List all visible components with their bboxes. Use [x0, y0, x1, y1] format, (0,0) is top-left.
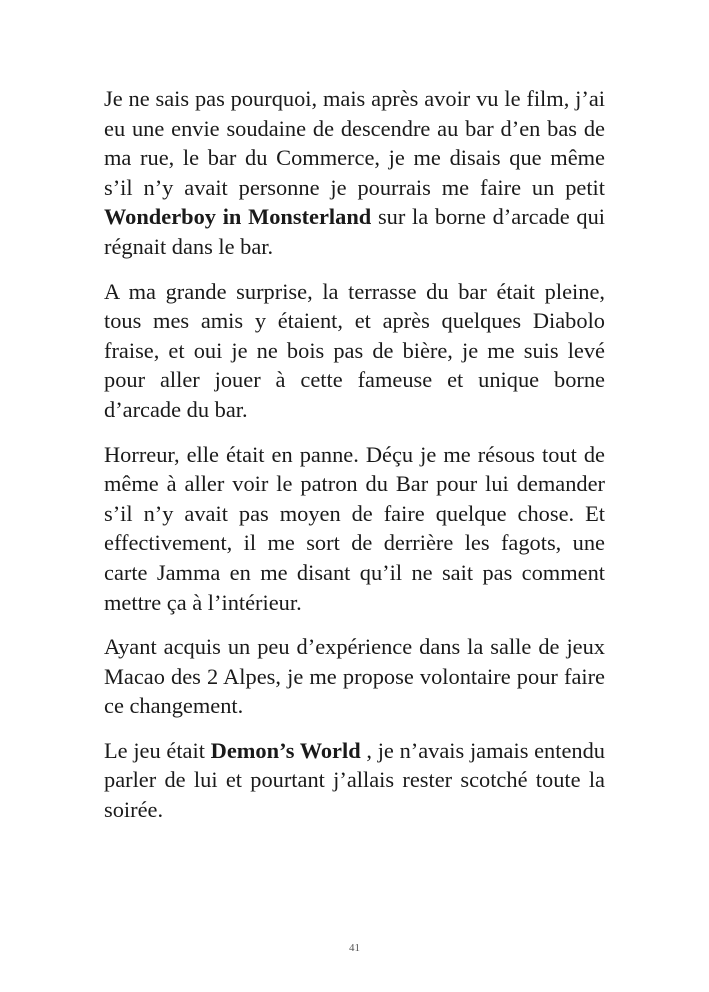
paragraph-1: [104, 84, 605, 262]
body-text: [104, 84, 605, 840]
game-title-wonderboy: Wonderboy in Monsterland: [104, 204, 372, 230]
game-title-demons-world: Demon’s World: [210, 737, 361, 763]
paragraph-1-text-start: Je ne sais pas pourquoi, mais après avoir vu le film, j’ai eu une envie soudaine de descendre au bar d’en bas de ma rue, le bar du Commerce, je me disais que même s’il n’y avait personne je pourrais me faire un petit: [104, 86, 605, 200]
paragraph-4: Ayant acquis un peu d’expérience dans la salle de jeux Macao des 2 Alpes, je me propose volontaire pour faire ce changement.: [104, 634, 605, 719]
paragraph-5-text-start: Le jeu était: [104, 737, 211, 763]
paragraph-5: [104, 736, 605, 825]
paragraph-1-text-end: sur la borne d’arcade qui régnait dans le bar.: [104, 204, 605, 259]
paragraph-3: Horreur, elle était en panne. Déçu je me résous tout de même à aller voir le patron du Bar pour lui demander s’il n’y avait pas moyen de faire quelque chose. Et effectivement, il me sort de derrière les fagots, une carte Jamma en me disant qu’il ne sait pas comment mettre ça à l’intérieur.: [104, 441, 605, 615]
page-number: 41: [349, 942, 360, 954]
paragraph-5-text-end: , je n’avais jamais entendu parler de lui et pourtant j’allais rester scotché toute la soirée.: [104, 737, 605, 823]
paragraph-2: A ma grande surprise, la terrasse du bar était pleine, tous mes amis y étaient, et après quelques Diabolo fraise, et oui je ne bois pas de bière, je me suis levé pour aller jouer à cette fameuse et unique borne d’arcade du bar.: [104, 278, 605, 422]
